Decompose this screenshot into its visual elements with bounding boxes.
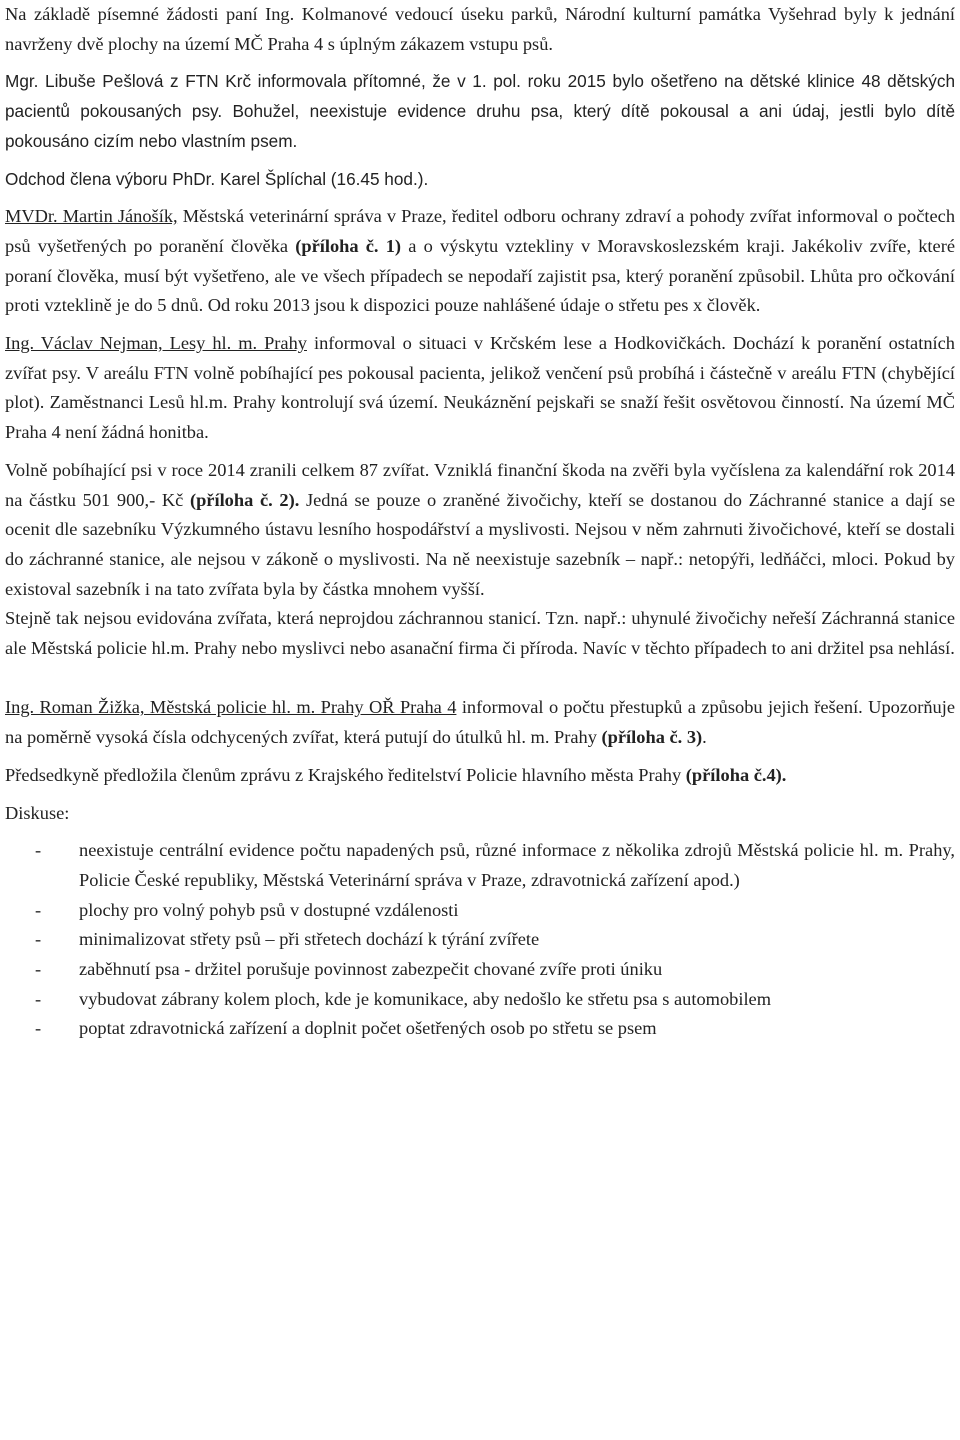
list-item [5, 985, 955, 1015]
attachment-ref-3: (příloha č. 3) [601, 727, 703, 748]
paragraph-veterinary [5, 202, 955, 321]
list-item-text: poptat zdravotnická zařízení a doplnit počet ošetřených osob po střetu se psem [79, 1018, 657, 1039]
paragraph-ftn-lead: Mgr. Libuše Pešlová z FTN Krč informovala přítomné, že v 1. pol. roku 2015 bylo ošetřeno na dětské klinice 48 dětských pacientů pokousaných psy. [5, 71, 955, 122]
list-item-text: vybudovat zábrany kolem ploch, kde je komunikace, aby nedošlo ke střetu psa s automobilem [79, 988, 772, 1009]
police-text-1: informoval o počtu přestupků a způsobu jejich řešení. Upozorňuje na poměrně vysoká čísla odchycených zvířat, která putují do útulků hl. m. Prahy [5, 697, 956, 748]
list-item [5, 896, 955, 926]
document-page [5, 0, 955, 1044]
police-text-2: . [702, 727, 707, 748]
dash-bullet: - [35, 899, 42, 920]
discussion-list [5, 836, 955, 1044]
paragraph-request-text: Na základě písemné žádosti paní Ing. Kolmanové vedoucí úseku parků, Národní kulturní památka Vyšehrad byly k jednání navrženy dvě plochy na území MČ Praha 4 s úplným zákazem vstupu psů. [5, 4, 955, 54]
dash-bullet: - [35, 1018, 42, 1039]
attachment-ref-2: (příloha č. 2). [189, 489, 300, 510]
discussion-heading [5, 799, 955, 829]
chair-text: Předsedkyně předložila členům zprávu z Krajského ředitelství Policie hlavního města Prahy [5, 764, 686, 785]
paragraph-chair-report [5, 761, 955, 791]
list-item [5, 955, 955, 985]
dash-bullet: - [35, 959, 42, 980]
attachment-ref-1: (příloha č. 1) [295, 235, 402, 256]
paragraph-wildlife-damage [5, 456, 955, 605]
paragraph-forests [5, 329, 955, 448]
paragraph-request [5, 0, 955, 59]
list-item [5, 925, 955, 955]
forests-text: informoval o situaci v Krčském lese a Hodkovičkách. Dochází k poranění ostatních zvířat psy. V areálu FTN volně pobíhající pes pokousal pacienta, jelikož venčení psů probíhá i částečně v areálu FTN (chybějící plot). Zaměstnanci Lesů hl.m. Prahy kontrolují svá území. Neukáznění pejskaři se snaží řešit osvětovou činností. Na území MČ Praha 4 není žádná honitba. [5, 333, 955, 443]
paragraph-ftn-tail: Bohužel, neexistuje evidence druhu psa, který dítě pokousal a ani údaj, jestli bylo dítě pokousáno cizím nebo vlastním psem. [5, 101, 955, 151]
damage-text-2: Jedná se pouze o zraněné živočichy, kteří se dostanou do Záchranné stanice a dají se ocenit dle sazebníku Výzkumného ústavu lesního hospodářství a myslivosti. Nejsou v něm zahrnuti živočichové, kteří se dostali do záchranné stanice, ale nejsou v zákoně o myslivosti. Na ně neexistuje sazebník – např.: netopýři, ledňáčci, mloci. Pokud by existoval sazebník i na tato zvířata byla by částka mnohem vyšší. [5, 489, 955, 599]
paragraph-unrecorded-animals [5, 604, 955, 663]
paragraph-ftn-report [5, 67, 955, 156]
dash-bullet: - [35, 988, 42, 1009]
veterinary-text-2: a o výskytu vztekliny v Moravskoslezském kraji. Jakékoliv zvíře, které poraní člověka, musí být vyšetřeno, ale ve všech případech se nepodaří zajistit psa, který poranění způsobil. Lhůta pro očkování proti vzteklině je do 5 dnů. Od roku 2013 jsou k dispozici pouze nahlášené údaje o střetu pes x člověk. [5, 235, 955, 316]
damage-text-1: Volně pobíhající psi v roce 2014 zranili celkem 87 zvířat. Vzniklá finanční škoda na zvěři byla vyčíslena za kalendářní rok 2014 na částku 501 900,- Kč [5, 459, 955, 510]
attachment-ref-4: (příloha č.4). [685, 764, 787, 785]
speaker-zizka: Ing. Roman Žižka, Městská policie hl. m. Prahy OŘ Praha 4 [5, 697, 457, 718]
list-item-text: plochy pro volný pohyb psů v dostupné vzdálenosti [79, 899, 459, 920]
speaker-janosik: MVDr. Martin Jánošík, [5, 206, 178, 227]
speaker-nejman: Ing. Václav Nejman, Lesy hl. m. Prahy [5, 333, 307, 354]
list-item-text: minimalizovat střety psů – při střetech dochází k týrání zvířete [79, 929, 540, 950]
paragraph-departure [5, 165, 955, 195]
discussion-heading-text: Diskuse: [5, 802, 70, 823]
paragraph-city-police [5, 693, 955, 752]
list-item-text: zaběhnutí psa - držitel porušuje povinnost zabezpečit chované zvíře proti úniku [79, 959, 663, 980]
departure-text: Odchod člena výboru PhDr. Karel Šplíchal (16.45 hod.). [5, 168, 429, 189]
dash-bullet: - [35, 929, 42, 950]
list-item-text: neexistuje centrální evidence počtu napadených psů, různé informace z několika zdrojů Městská policie hl. m. Prahy, Policie České republiky, Městská Veterinární správa v Praze, zdravotnická zařízení apod.) [79, 840, 955, 890]
dash-bullet: - [35, 840, 42, 861]
list-item [5, 836, 955, 895]
veterinary-text-1: Městská veterinární správa v Praze, ředitel odboru ochrany zdraví a pohody zvířat informoval o počtech psů vyšetřených po poranění člověka [5, 206, 956, 256]
list-item [5, 1014, 955, 1044]
unrecorded-text: Stejně tak nejsou evidována zvířata, která neprojdou záchrannou stanicí. Tzn. např.: uhynulé živočichy neřeší Záchranná stanice ale Městská policie hl.m. Prahy nebo myslivci nebo asanační firma či příroda. Navíc v těchto případech to ani držitel psa nehlásí. [5, 608, 955, 659]
